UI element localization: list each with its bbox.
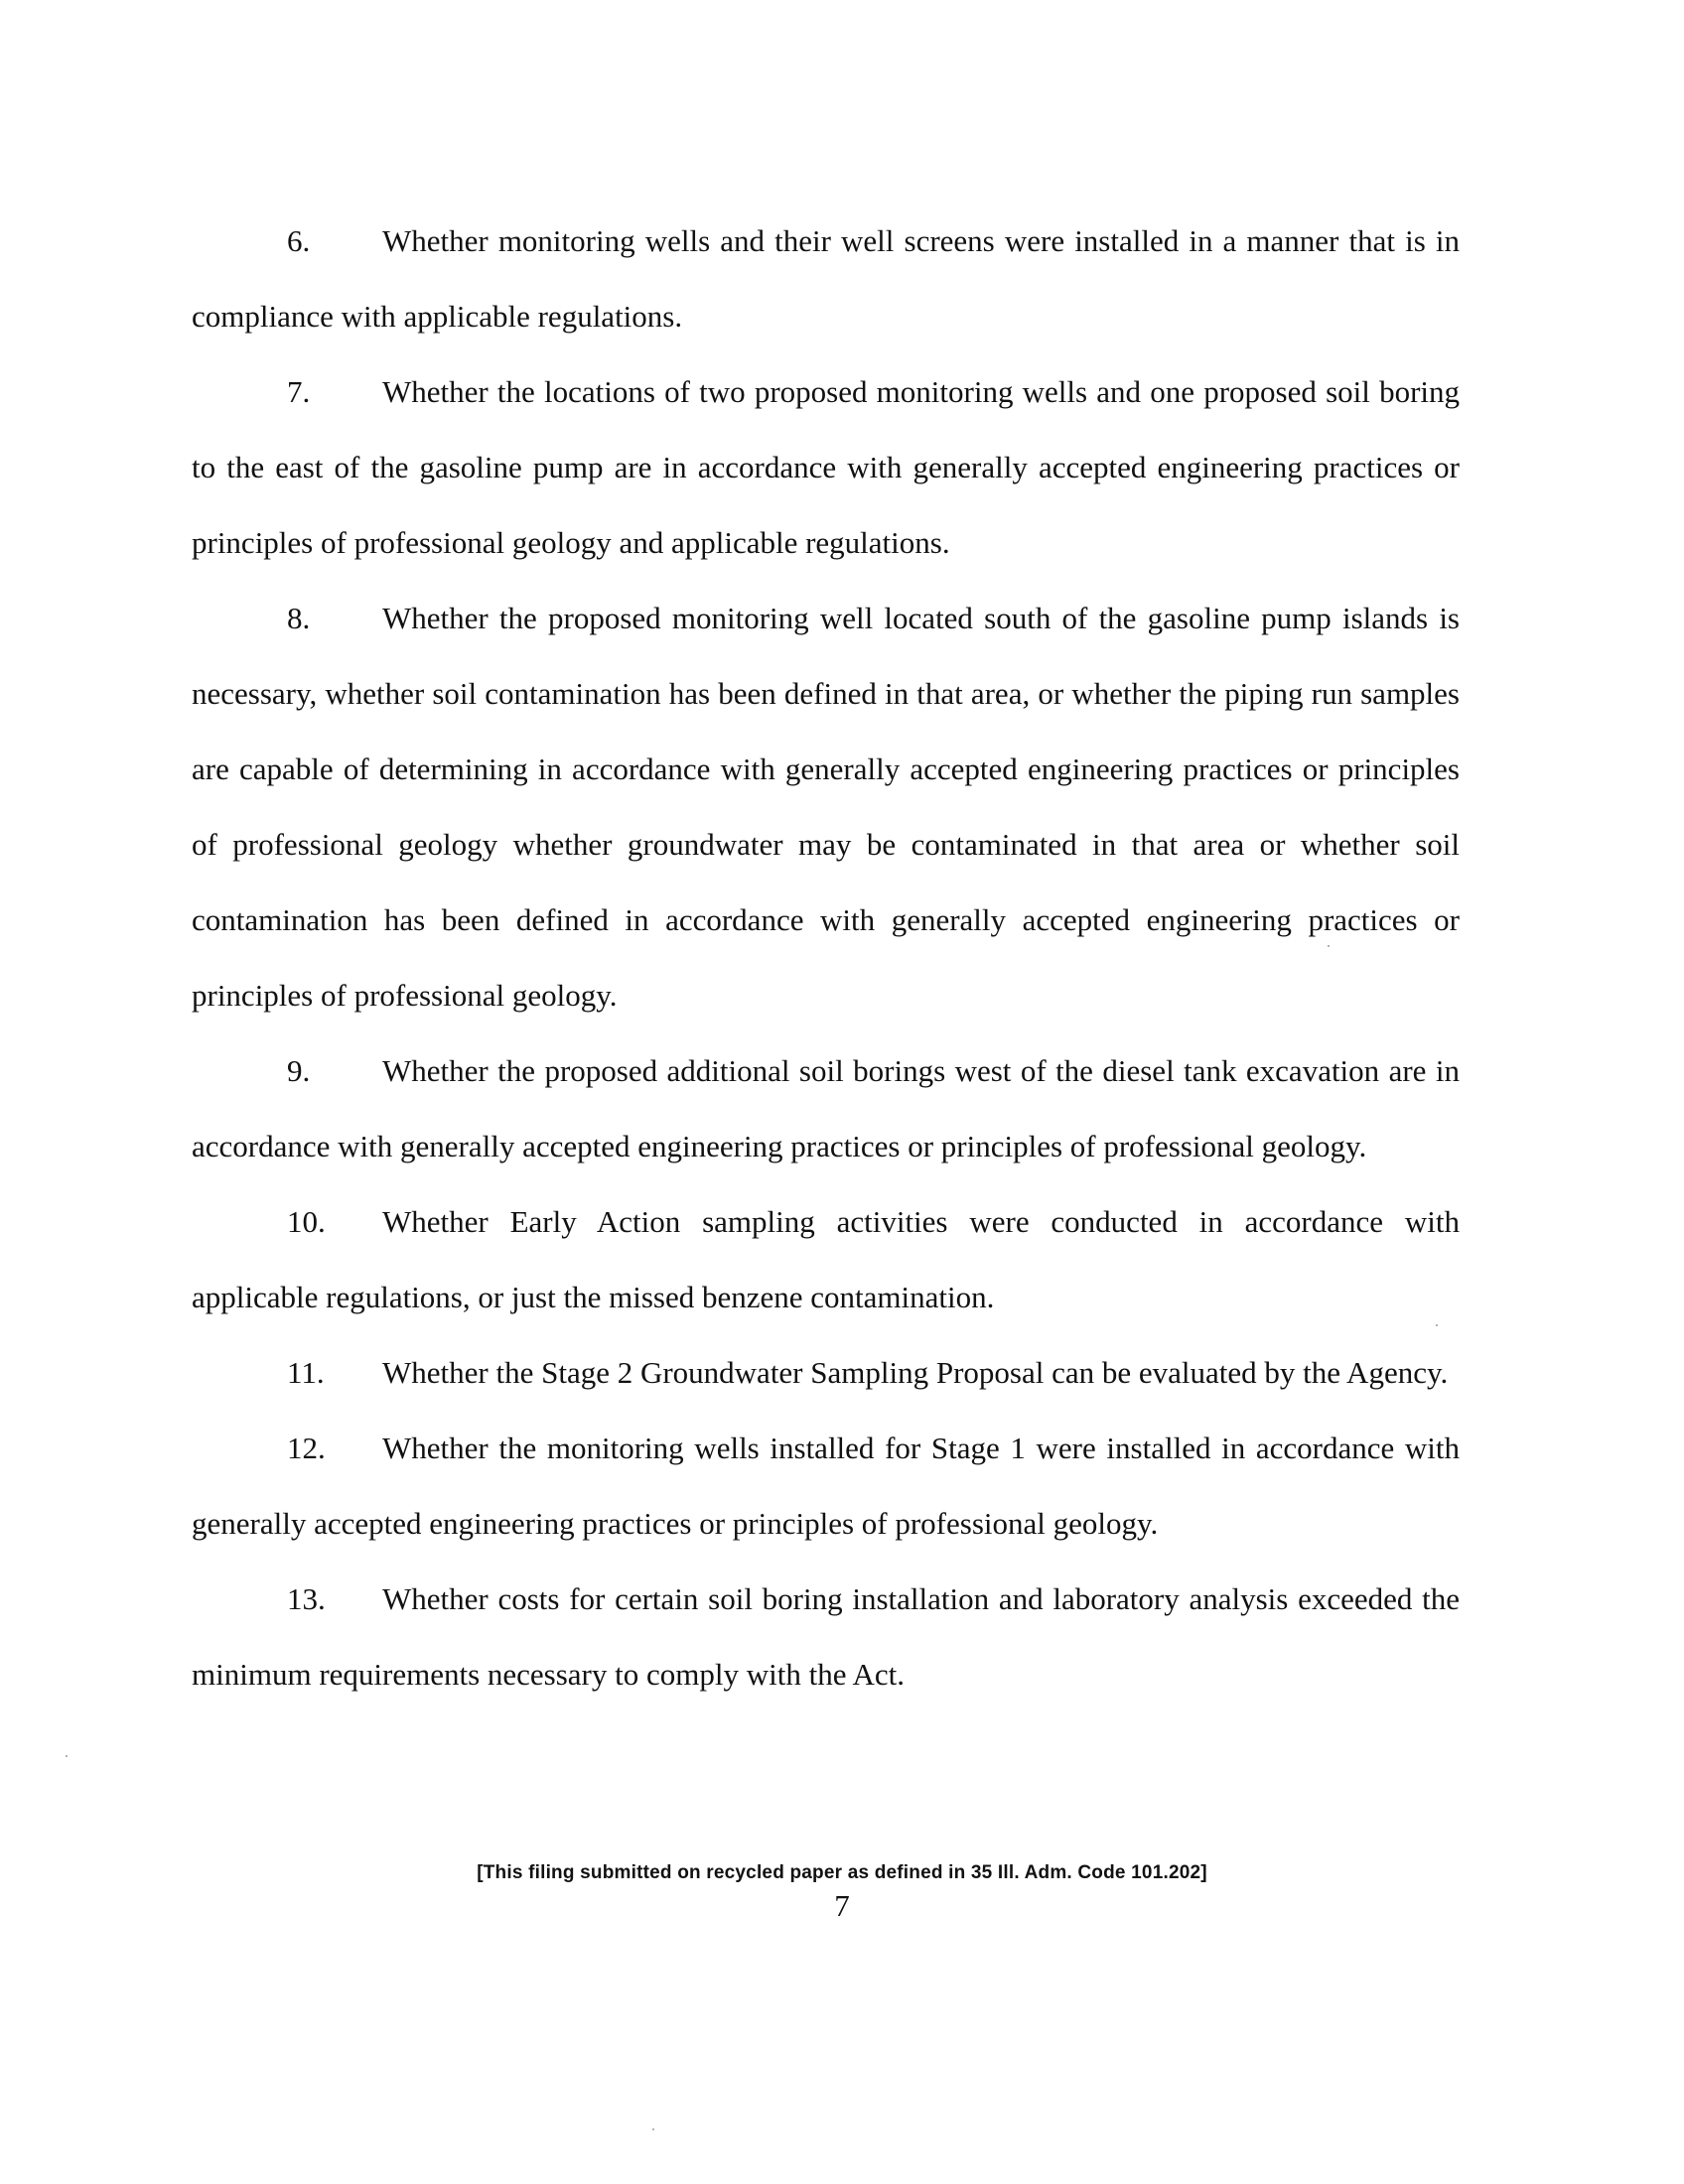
issue-number: 7. xyxy=(287,374,311,409)
scan-speck xyxy=(652,2128,654,2130)
issue-item-6 xyxy=(192,204,1460,354)
issue-number: 12. xyxy=(287,1431,326,1465)
issue-text: Whether monitoring wells and their well screens were installed in a manner that is in compliance with applicable regulations. xyxy=(192,223,1460,334)
issue-item-9 xyxy=(192,1033,1460,1184)
issue-list xyxy=(192,204,1460,1712)
issue-text: Whether the Stage 2 Groundwater Sampling Proposal can be evaluated by the Agency. xyxy=(382,1355,1449,1390)
issue-item-13 xyxy=(192,1562,1460,1712)
page-number: 7 xyxy=(834,1888,850,1923)
issue-item-11 xyxy=(192,1335,1460,1411)
scan-speck xyxy=(1328,945,1330,947)
scan-speck xyxy=(1436,1324,1438,1326)
page-footer xyxy=(0,1862,1684,1924)
issue-number: 10. xyxy=(287,1204,326,1239)
issue-text: Whether costs for certain soil boring installation and laboratory analysis exceeded the minimum requirements necessary to comply with the Act. xyxy=(192,1581,1460,1692)
issue-number: 9. xyxy=(287,1053,311,1088)
issue-number: 8. xyxy=(287,601,311,635)
issue-item-7 xyxy=(192,354,1460,581)
issue-item-8 xyxy=(192,581,1460,1033)
scan-speck xyxy=(66,1755,68,1757)
recycled-paper-note: [This filing submitted on recycled paper as defined in 35 Ill. Adm. Code 101.202] xyxy=(477,1862,1207,1883)
issue-text: Whether the proposed additional soil borings west of the diesel tank excavation are in accordance with generally accepted engineering practices or principles of professional geology. xyxy=(192,1053,1460,1163)
issue-item-12 xyxy=(192,1411,1460,1562)
issue-number: 13. xyxy=(287,1581,326,1616)
issue-text: Whether the monitoring wells installed for Stage 1 were installed in accordance with generally accepted engineering practices or principles of professional geology. xyxy=(192,1431,1460,1541)
issue-item-10 xyxy=(192,1184,1460,1335)
issue-number: 6. xyxy=(287,223,311,258)
issue-text: Whether the proposed monitoring well located south of the gasoline pump islands is necessary, whether soil contamination has been defined in that area, or whether the piping run samples are capable of determining in accordance with generally accepted engineering practices or principles of professional geology whether groundwater may be contaminated in that area or whether soil contamination has been defined in accordance with generally accepted engineering practices or principles of professional geology. xyxy=(192,601,1460,1013)
issue-text: Whether the locations of two proposed monitoring wells and one proposed soil boring to the east of the gasoline pump are in accordance with generally accepted engineering practices or principles of professional geology and applicable regulations. xyxy=(192,374,1460,560)
issue-text: Whether Early Action sampling activities were conducted in accordance with applicable regulations, or just the missed benzene contamination. xyxy=(192,1204,1460,1314)
issue-number: 11. xyxy=(287,1355,325,1390)
